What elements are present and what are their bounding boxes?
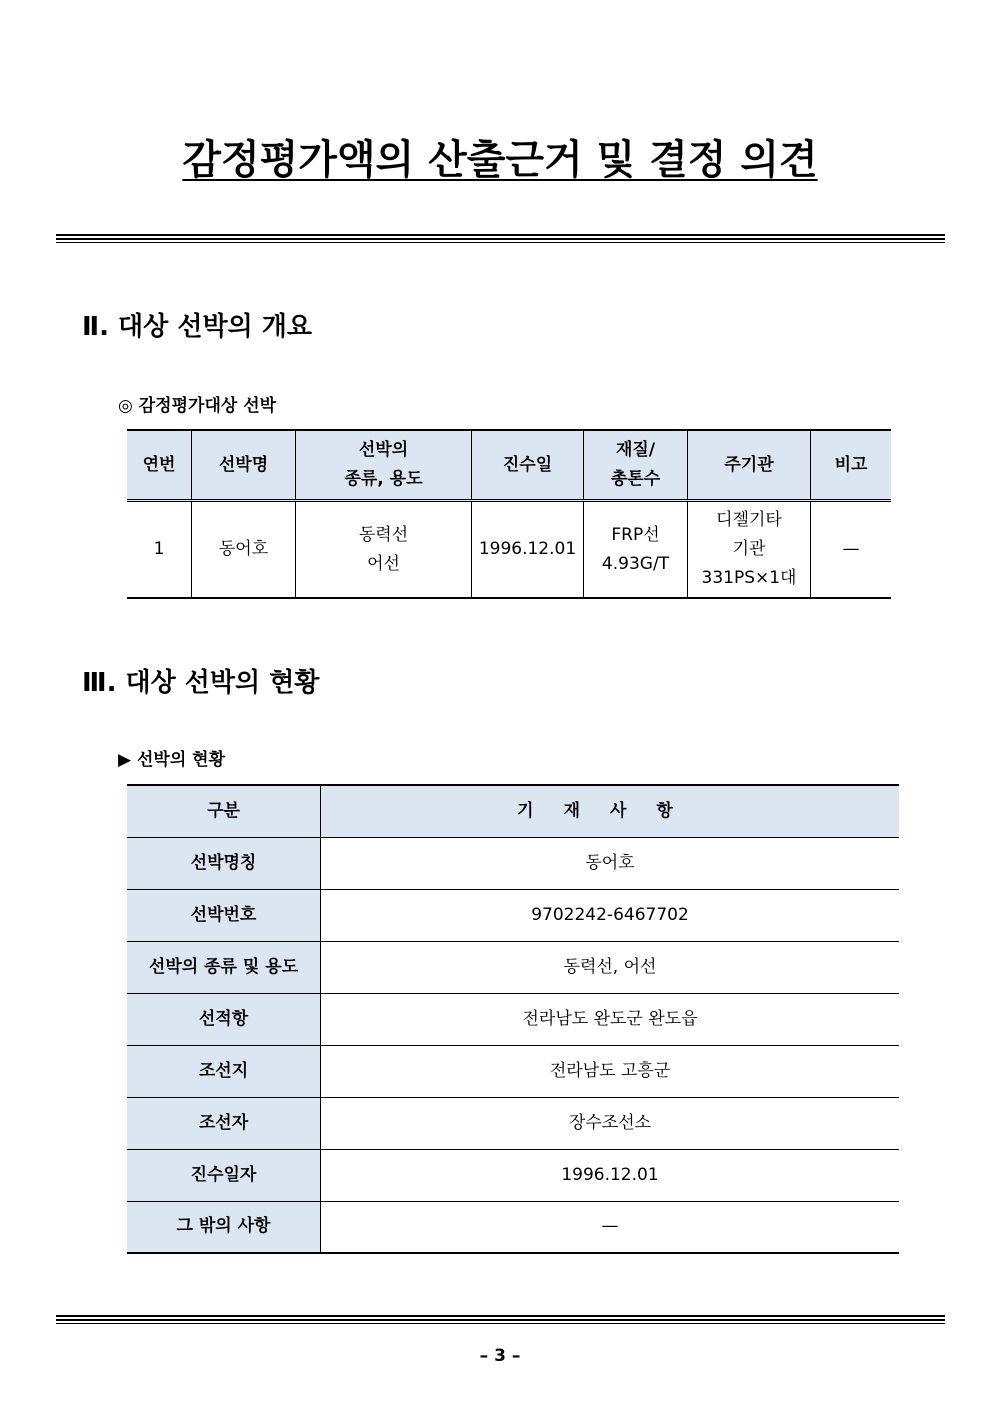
col-header: 재질/ 총톤수 [584,430,688,501]
section3-heading: Ⅲ. 대상 선박의 현황 [82,668,320,698]
table-cell: FRP선 4.93G/T [584,501,688,599]
row-value: 동어호 [321,837,900,889]
col-header: 진수일 [472,430,584,501]
table-cell: 1 [127,501,192,599]
col-header: 연번 [127,430,192,501]
row-value: 전라남도 고흥군 [321,1045,900,1097]
table-row [127,889,899,941]
row-value: 1996.12.01 [321,1149,900,1201]
section3-subheading: ▶ 선박의 현황 [118,750,226,770]
table-row [127,1045,899,1097]
row-label: 선박명칭 [127,837,321,889]
row-value: 동력선, 어선 [321,941,900,993]
table-row [127,501,891,599]
row-label: 조선자 [127,1097,321,1149]
row-label: 진수일자 [127,1149,321,1201]
value-header: 기재사항 [321,785,900,837]
page-number: – 3 – [479,1346,521,1366]
vessel-overview-table [127,429,891,599]
top-divider [56,234,945,243]
bottom-divider [56,1315,945,1324]
col-header: 비고 [811,430,892,501]
table-cell: 동력선 어선 [296,501,472,599]
table-row [127,1097,899,1149]
table-cell: 동어호 [192,501,296,599]
col-header: 선박명 [192,430,296,501]
section2-heading: Ⅱ. 대상 선박의 개요 [82,312,312,342]
row-label: 선박의 종류 및 용도 [127,941,321,993]
table-row [127,837,899,889]
row-label: 그 밖의 사항 [127,1201,321,1253]
row-value: 전라남도 완도군 완도읍 [321,993,900,1045]
row-label: 선적항 [127,993,321,1045]
table-cell: — [811,501,892,599]
row-value: 장수조선소 [321,1097,900,1149]
col-header: 주기관 [688,430,811,501]
table-row [127,993,899,1045]
label-header: 구분 [127,785,321,837]
table-row [127,941,899,993]
table-row [127,1149,899,1201]
row-label: 선박번호 [127,889,321,941]
table-cell: 1996.12.01 [472,501,584,599]
col-header: 선박의 종류, 용도 [296,430,472,501]
row-value: 9702242-6467702 [321,889,900,941]
vessel-status-table [127,784,899,1254]
table-header-row [127,785,899,837]
table-row [127,1201,899,1253]
table-header-row [127,430,891,501]
document-title: 감정평가액의 산출근거 및 결정 의견 [182,137,818,183]
row-value: — [321,1201,900,1253]
section2-subheading: ◎ 감정평가대상 선박 [118,396,277,416]
row-label: 조선지 [127,1045,321,1097]
table-cell: 디젤기타 기관 331PS×1대 [688,501,811,599]
